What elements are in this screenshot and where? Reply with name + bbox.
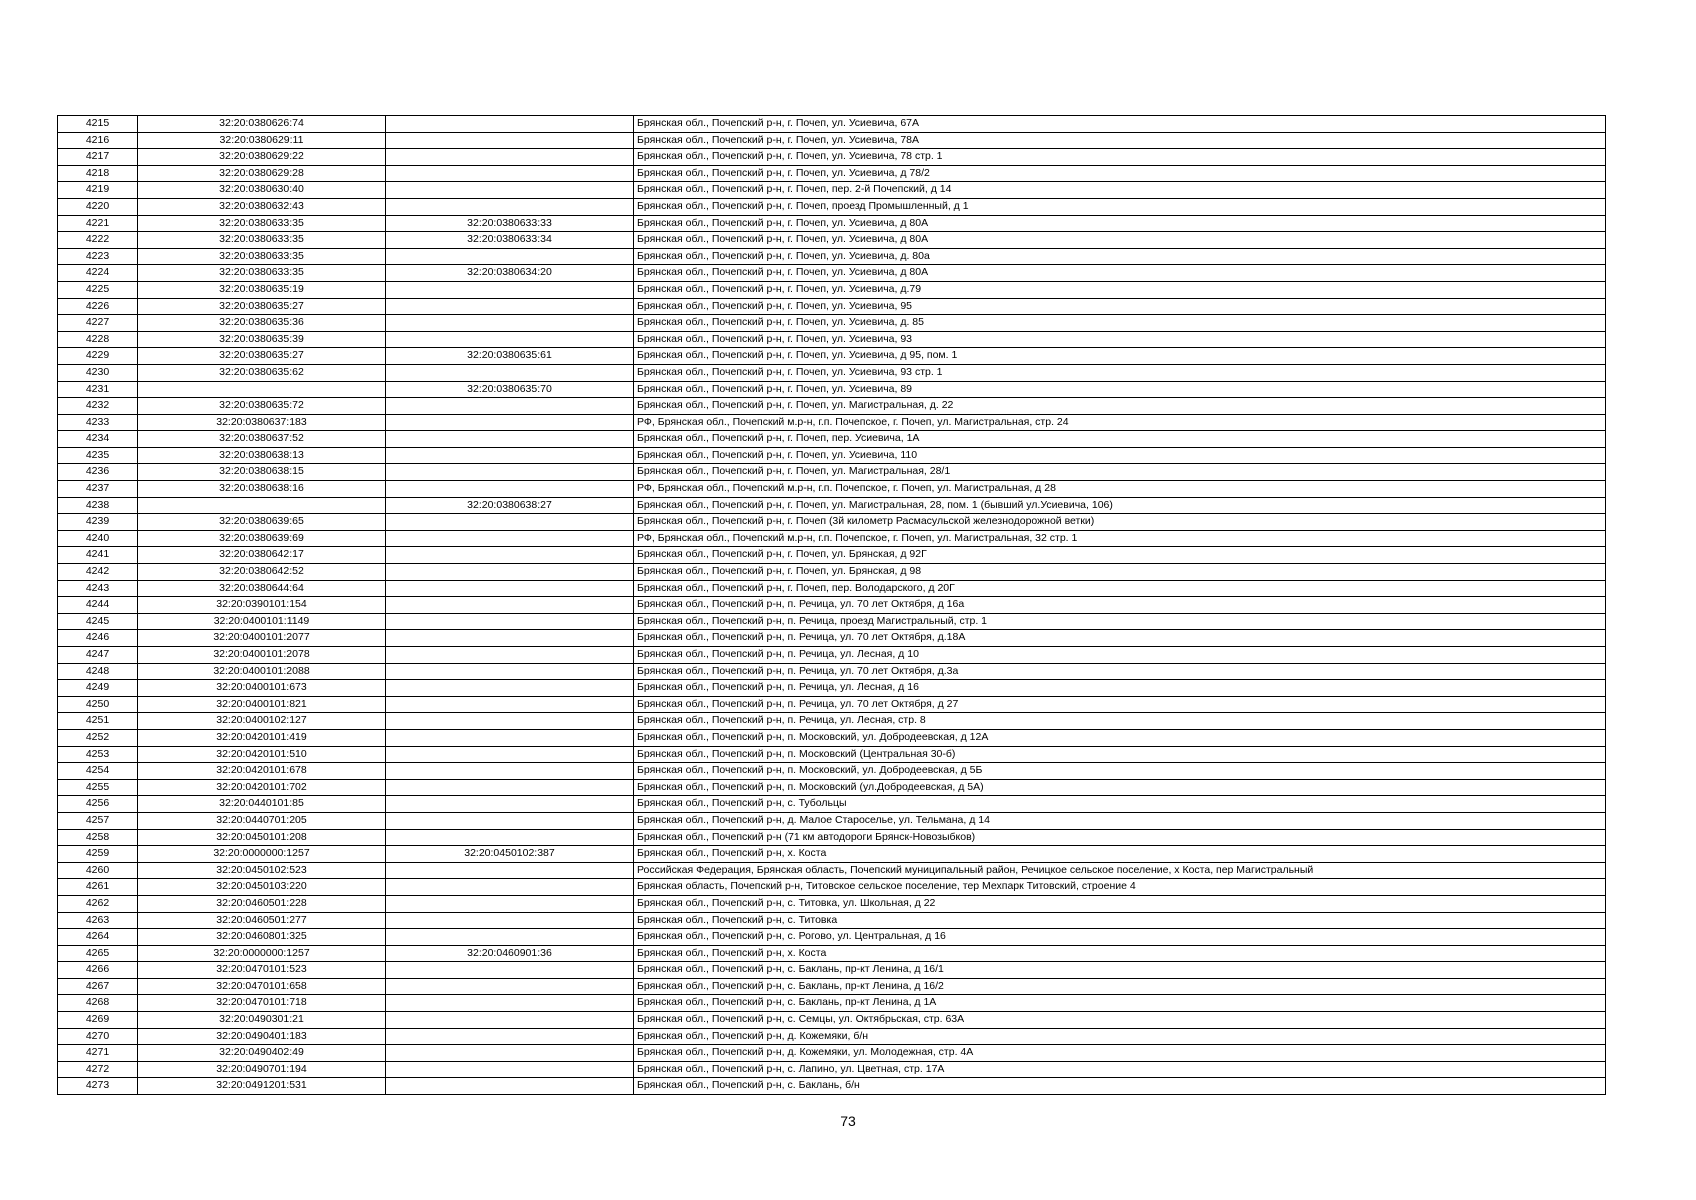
- row-number-cell: 4245: [58, 613, 138, 630]
- table-row: [58, 1061, 1606, 1078]
- cadastral-number-cell: 32:20:0420101:419: [138, 729, 386, 746]
- table-row: [58, 265, 1606, 282]
- address-cell: Российская Федерация, Брянская область, Почепский муниципальный район, Речицкое сельское поселение, х Коста, пер Магистральный: [634, 862, 1606, 879]
- related-cadastral-number-cell: [386, 912, 634, 929]
- cadastral-number-cell: 32:20:0380629:22: [138, 149, 386, 166]
- related-cadastral-number-cell: [386, 132, 634, 149]
- row-number-cell: 4232: [58, 398, 138, 415]
- cadastral-number-cell: 32:20:0400101:2088: [138, 663, 386, 680]
- address-cell: Брянская обл., Почепский р-н, п. Речица, ул. 70 лет Октября, д 27: [634, 696, 1606, 713]
- address-cell: Брянская обл., Почепский р-н, г. Почеп, проезд Промышленный, д 1: [634, 198, 1606, 215]
- related-cadastral-number-cell: [386, 182, 634, 199]
- row-number-cell: 4239: [58, 514, 138, 531]
- related-cadastral-number-cell: [386, 729, 634, 746]
- cadastral-number-cell: 32:20:0470101:523: [138, 962, 386, 979]
- related-cadastral-number-cell: [386, 1045, 634, 1062]
- cadastral-number-cell: 32:20:0380635:19: [138, 281, 386, 298]
- cadastral-number-cell: 32:20:0380629:28: [138, 165, 386, 182]
- related-cadastral-number-cell: [386, 464, 634, 481]
- row-number-cell: 4220: [58, 198, 138, 215]
- table-row: [58, 962, 1606, 979]
- row-number-cell: 4256: [58, 796, 138, 813]
- related-cadastral-number-cell: [386, 962, 634, 979]
- related-cadastral-number-cell: [386, 895, 634, 912]
- table-row: [58, 879, 1606, 896]
- related-cadastral-number-cell: [386, 564, 634, 581]
- related-cadastral-number-cell: [386, 829, 634, 846]
- related-cadastral-number-cell: 32:20:0380635:61: [386, 348, 634, 365]
- cadastral-number-cell: 32:20:0380638:13: [138, 447, 386, 464]
- row-number-cell: 4226: [58, 298, 138, 315]
- table-row: [58, 613, 1606, 630]
- address-cell: Брянская обл., Почепский р-н, г. Почеп, ул. Усиевича, 78А: [634, 132, 1606, 149]
- row-number-cell: 4240: [58, 530, 138, 547]
- table-row: [58, 564, 1606, 581]
- related-cadastral-number-cell: [386, 281, 634, 298]
- table-row: [58, 763, 1606, 780]
- address-cell: Брянская обл., Почепский р-н, п. Речица, ул. 70 лет Октября, д 16а: [634, 597, 1606, 614]
- table-row: [58, 647, 1606, 664]
- address-cell: Брянская обл., Почепский р-н, г. Почеп, пер. Усиевича, 1А: [634, 431, 1606, 448]
- row-number-cell: 4271: [58, 1045, 138, 1062]
- cadastral-number-cell: 32:20:0380635:39: [138, 331, 386, 348]
- table-row: [58, 580, 1606, 597]
- cadastral-number-cell: 32:20:0380632:43: [138, 198, 386, 215]
- table-row: [58, 630, 1606, 647]
- row-number-cell: 4268: [58, 995, 138, 1012]
- cadastral-number-cell: 32:20:0490402:49: [138, 1045, 386, 1062]
- row-number-cell: 4242: [58, 564, 138, 581]
- row-number-cell: 4270: [58, 1028, 138, 1045]
- related-cadastral-number-cell: [386, 796, 634, 813]
- table-row: [58, 1012, 1606, 1029]
- related-cadastral-number-cell: 32:20:0380638:27: [386, 497, 634, 514]
- address-cell: Брянская обл., Почепский р-н, г. Почеп, ул. Брянская, д 98: [634, 564, 1606, 581]
- row-number-cell: 4272: [58, 1061, 138, 1078]
- related-cadastral-number-cell: [386, 663, 634, 680]
- related-cadastral-number-cell: [386, 414, 634, 431]
- address-cell: Брянская обл., Почепский р-н, с. Семцы, ул. Октябрьская, стр. 63А: [634, 1012, 1606, 1029]
- related-cadastral-number-cell: [386, 149, 634, 166]
- row-number-cell: 4231: [58, 381, 138, 398]
- table-row: [58, 132, 1606, 149]
- row-number-cell: 4229: [58, 348, 138, 365]
- cadastral-number-cell: 32:20:0380639:69: [138, 530, 386, 547]
- related-cadastral-number-cell: [386, 763, 634, 780]
- cadastral-number-cell: [138, 381, 386, 398]
- address-cell: Брянская область, Почепский р-н, Титовское сельское поселение, тер Мехпарк Титовский, строение 4: [634, 879, 1606, 896]
- table-row: [58, 995, 1606, 1012]
- related-cadastral-number-cell: [386, 514, 634, 531]
- address-cell: Брянская обл., Почепский р-н, г. Почеп, ул. Усиевича, 110: [634, 447, 1606, 464]
- cadastral-number-cell: 32:20:0460501:277: [138, 912, 386, 929]
- cadastral-number-cell: 32:20:0380633:35: [138, 265, 386, 282]
- related-cadastral-number-cell: [386, 713, 634, 730]
- table-row: [58, 846, 1606, 863]
- cadastral-number-cell: 32:20:0380635:36: [138, 315, 386, 332]
- table-row: [58, 348, 1606, 365]
- row-number-cell: 4224: [58, 265, 138, 282]
- related-cadastral-number-cell: [386, 1012, 634, 1029]
- table-row: [58, 514, 1606, 531]
- related-cadastral-number-cell: [386, 298, 634, 315]
- row-number-cell: 4246: [58, 630, 138, 647]
- related-cadastral-number-cell: [386, 680, 634, 697]
- cadastral-number-cell: 32:20:0450101:208: [138, 829, 386, 846]
- cadastral-number-cell: 32:20:0380635:27: [138, 298, 386, 315]
- cadastral-number-cell: 32:20:0380637:183: [138, 414, 386, 431]
- address-cell: Брянская обл., Почепский р-н, г. Почеп, ул. Усиевича, д. 80а: [634, 248, 1606, 265]
- address-cell: Брянская обл., Почепский р-н, г. Почеп, ул. Магистральная, д. 22: [634, 398, 1606, 415]
- table-row: [58, 481, 1606, 498]
- address-cell: Брянская обл., Почепский р-н, г. Почеп, ул. Усиевича, 93 стр. 1: [634, 364, 1606, 381]
- cadastral-number-cell: 32:20:0400101:821: [138, 696, 386, 713]
- cadastral-number-cell: 32:20:0420101:510: [138, 746, 386, 763]
- row-number-cell: 4259: [58, 846, 138, 863]
- related-cadastral-number-cell: [386, 779, 634, 796]
- related-cadastral-number-cell: [386, 862, 634, 879]
- row-number-cell: 4273: [58, 1078, 138, 1095]
- cadastral-number-cell: 32:20:0400101:1149: [138, 613, 386, 630]
- table-row: [58, 680, 1606, 697]
- table-row: [58, 198, 1606, 215]
- related-cadastral-number-cell: [386, 696, 634, 713]
- page-number: 73: [840, 1113, 856, 1129]
- address-cell: Брянская обл., Почепский р-н, г. Почеп, ул. Усиевича, 89: [634, 381, 1606, 398]
- table-row: [58, 812, 1606, 829]
- cadastral-number-cell: 32:20:0450102:523: [138, 862, 386, 879]
- cadastral-number-cell: 32:20:0380638:15: [138, 464, 386, 481]
- address-cell: Брянская обл., Почепский р-н, с. Баклань, б/н: [634, 1078, 1606, 1095]
- table-row: [58, 895, 1606, 912]
- row-number-cell: 4249: [58, 680, 138, 697]
- table-row: [58, 431, 1606, 448]
- address-cell: Брянская обл., Почепский р-н, с. Титовка, ул. Школьная, д 22: [634, 895, 1606, 912]
- address-cell: Брянская обл., Почепский р-н, с. Баклань, пр-кт Ленина, д 16/1: [634, 962, 1606, 979]
- related-cadastral-number-cell: [386, 995, 634, 1012]
- row-number-cell: 4269: [58, 1012, 138, 1029]
- address-cell: Брянская обл., Почепский р-н, п. Речица, ул. 70 лет Октября, д.18А: [634, 630, 1606, 647]
- address-cell: Брянская обл., Почепский р-н, с. Лапино, ул. Цветная, стр. 17А: [634, 1061, 1606, 1078]
- address-cell: Брянская обл., Почепский р-н, г. Почеп, ул. Брянская, д 92Г: [634, 547, 1606, 564]
- row-number-cell: 4237: [58, 481, 138, 498]
- row-number-cell: 4215: [58, 116, 138, 133]
- related-cadastral-number-cell: [386, 929, 634, 946]
- row-number-cell: 4233: [58, 414, 138, 431]
- cadastral-number-cell: 32:20:0380635:27: [138, 348, 386, 365]
- related-cadastral-number-cell: 32:20:0450102:387: [386, 846, 634, 863]
- cadastral-number-cell: 32:20:0380633:35: [138, 248, 386, 265]
- table-row: [58, 1028, 1606, 1045]
- table-row: [58, 978, 1606, 995]
- related-cadastral-number-cell: 32:20:0380635:70: [386, 381, 634, 398]
- table-row: [58, 398, 1606, 415]
- table-row: [58, 796, 1606, 813]
- address-cell: РФ, Брянская обл., Почепский м.р-н, г.п. Почепское, г. Почеп, ул. Магистральная, стр. 24: [634, 414, 1606, 431]
- table-row: [58, 331, 1606, 348]
- row-number-cell: 4219: [58, 182, 138, 199]
- address-cell: Брянская обл., Почепский р-н, г. Почеп, ул. Усиевича, 78 стр. 1: [634, 149, 1606, 166]
- table-row: [58, 696, 1606, 713]
- row-number-cell: 4238: [58, 497, 138, 514]
- row-number-cell: 4222: [58, 232, 138, 249]
- related-cadastral-number-cell: 32:20:0380633:34: [386, 232, 634, 249]
- address-cell: Брянская обл., Почепский р-н, п. Речица, проезд Магистральный, стр. 1: [634, 613, 1606, 630]
- address-cell: Брянская обл., Почепский р-н, д. Кожемяки, ул. Молодежная, стр. 4А: [634, 1045, 1606, 1062]
- address-cell: РФ, Брянская обл., Почепский м.р-н, г.п. Почепское, г. Почеп, ул. Магистральная, д 28: [634, 481, 1606, 498]
- row-number-cell: 4257: [58, 812, 138, 829]
- cadastral-number-cell: 32:20:0380635:62: [138, 364, 386, 381]
- row-number-cell: 4225: [58, 281, 138, 298]
- address-cell: Брянская обл., Почепский р-н, г. Почеп, ул. Усиевича, д 78/2: [634, 165, 1606, 182]
- row-number-cell: 4243: [58, 580, 138, 597]
- row-number-cell: 4248: [58, 663, 138, 680]
- row-number-cell: 4230: [58, 364, 138, 381]
- table-row: [58, 248, 1606, 265]
- table-row: [58, 912, 1606, 929]
- table-row: [58, 281, 1606, 298]
- address-cell: Брянская обл., Почепский р-н, с. Баклань, пр-кт Ленина, д 16/2: [634, 978, 1606, 995]
- cadastral-number-cell: 32:20:0460801:325: [138, 929, 386, 946]
- address-cell: Брянская обл., Почепский р-н, г. Почеп, ул. Усиевича, 67А: [634, 116, 1606, 133]
- address-cell: Брянская обл., Почепский р-н, г. Почеп (3й километр Расмасульской железнодорожной ветки): [634, 514, 1606, 531]
- table-row: [58, 298, 1606, 315]
- row-number-cell: 4255: [58, 779, 138, 796]
- address-cell: Брянская обл., Почепский р-н, п. Московский (ул.Добродеевская, д 5А): [634, 779, 1606, 796]
- table-row: [58, 182, 1606, 199]
- cadastral-number-cell: 32:20:0380633:35: [138, 232, 386, 249]
- related-cadastral-number-cell: [386, 198, 634, 215]
- address-cell: Брянская обл., Почепский р-н, с. Рогово, ул. Центральная, д 16: [634, 929, 1606, 946]
- table-row: [58, 829, 1606, 846]
- related-cadastral-number-cell: [386, 547, 634, 564]
- cadastral-number-cell: 32:20:0380630:40: [138, 182, 386, 199]
- table-row: [58, 663, 1606, 680]
- address-cell: Брянская обл., Почепский р-н, с. Титовка: [634, 912, 1606, 929]
- registry-table-body: [58, 116, 1606, 1095]
- row-number-cell: 4223: [58, 248, 138, 265]
- cadastral-number-cell: 32:20:0490401:183: [138, 1028, 386, 1045]
- related-cadastral-number-cell: [386, 165, 634, 182]
- table-row: [58, 746, 1606, 763]
- row-number-cell: 4228: [58, 331, 138, 348]
- cadastral-number-cell: 32:20:0400102:127: [138, 713, 386, 730]
- address-cell: Брянская обл., Почепский р-н, г. Почеп, ул. Усиевича, д.79: [634, 281, 1606, 298]
- table-row: [58, 597, 1606, 614]
- address-cell: Брянская обл., Почепский р-н, п. Речица, ул. Лесная, д 16: [634, 680, 1606, 697]
- table-row: [58, 729, 1606, 746]
- row-number-cell: 4241: [58, 547, 138, 564]
- table-row: [58, 945, 1606, 962]
- cadastral-number-cell: 32:20:0000000:1257: [138, 945, 386, 962]
- table-row: [58, 1045, 1606, 1062]
- cadastral-number-cell: 32:20:0440101:85: [138, 796, 386, 813]
- table-row: [58, 464, 1606, 481]
- row-number-cell: 4251: [58, 713, 138, 730]
- cadastral-number-cell: 32:20:0380639:65: [138, 514, 386, 531]
- cadastral-number-cell: 32:20:0400101:673: [138, 680, 386, 697]
- cadastral-number-cell: 32:20:0470101:658: [138, 978, 386, 995]
- table-row: [58, 116, 1606, 133]
- row-number-cell: 4263: [58, 912, 138, 929]
- cadastral-number-cell: 32:20:0380644:64: [138, 580, 386, 597]
- related-cadastral-number-cell: 32:20:0380634:20: [386, 265, 634, 282]
- address-cell: Брянская обл., Почепский р-н, п. Московский, ул. Добродеевская, д 5Б: [634, 763, 1606, 780]
- cadastral-number-cell: 32:20:0450103:220: [138, 879, 386, 896]
- cadastral-number-cell: 32:20:0400101:2078: [138, 647, 386, 664]
- cadastral-number-cell: 32:20:0380635:72: [138, 398, 386, 415]
- table-row: [58, 713, 1606, 730]
- row-number-cell: 4236: [58, 464, 138, 481]
- address-cell: Брянская обл., Почепский р-н, г. Почеп, ул. Усиевича, д 80А: [634, 215, 1606, 232]
- row-number-cell: 4247: [58, 647, 138, 664]
- address-cell: Брянская обл., Почепский р-н, п. Речица, ул. 70 лет Октября, д.3а: [634, 663, 1606, 680]
- address-cell: Брянская обл., Почепский р-н, г. Почеп, ул. Магистральная, 28, пом. 1 (бывший ул.Усиевича, 106): [634, 497, 1606, 514]
- row-number-cell: 4260: [58, 862, 138, 879]
- address-cell: Брянская обл., Почепский р-н, г. Почеп, ул. Усиевича, д 80А: [634, 265, 1606, 282]
- row-number-cell: 4235: [58, 447, 138, 464]
- cadastral-number-cell: 32:20:0440701:205: [138, 812, 386, 829]
- cadastral-number-cell: 32:20:0380633:35: [138, 215, 386, 232]
- related-cadastral-number-cell: [386, 647, 634, 664]
- cadastral-number-cell: [138, 497, 386, 514]
- row-number-cell: 4261: [58, 879, 138, 896]
- address-cell: Брянская обл., Почепский р-н, г. Почеп, ул. Усиевича, д. 85: [634, 315, 1606, 332]
- related-cadastral-number-cell: [386, 630, 634, 647]
- table-row: [58, 779, 1606, 796]
- address-cell: РФ, Брянская обл., Почепский м.р-н, г.п. Почепское, г. Почеп, ул. Магистральная, 32 стр. 1: [634, 530, 1606, 547]
- table-row: [58, 315, 1606, 332]
- table-row: [58, 364, 1606, 381]
- related-cadastral-number-cell: [386, 1061, 634, 1078]
- related-cadastral-number-cell: 32:20:0460901:36: [386, 945, 634, 962]
- address-cell: Брянская обл., Почепский р-н, г. Почеп, пер. 2-й Почепский, д 14: [634, 182, 1606, 199]
- related-cadastral-number-cell: [386, 248, 634, 265]
- related-cadastral-number-cell: [386, 315, 634, 332]
- address-cell: Брянская обл., Почепский р-н (71 км автодороги Брянск-Новозыбков): [634, 829, 1606, 846]
- cadastral-number-cell: 32:20:0490701:194: [138, 1061, 386, 1078]
- row-number-cell: 4253: [58, 746, 138, 763]
- table-row: [58, 414, 1606, 431]
- row-number-cell: 4218: [58, 165, 138, 182]
- row-number-cell: 4216: [58, 132, 138, 149]
- table-row: [58, 929, 1606, 946]
- table-row: [58, 497, 1606, 514]
- row-number-cell: 4265: [58, 945, 138, 962]
- address-cell: Брянская обл., Почепский р-н, х. Коста: [634, 945, 1606, 962]
- related-cadastral-number-cell: [386, 447, 634, 464]
- row-number-cell: 4221: [58, 215, 138, 232]
- row-number-cell: 4267: [58, 978, 138, 995]
- related-cadastral-number-cell: [386, 364, 634, 381]
- related-cadastral-number-cell: [386, 580, 634, 597]
- cadastral-number-cell: 32:20:0470101:718: [138, 995, 386, 1012]
- table-row: [58, 547, 1606, 564]
- address-cell: Брянская обл., Почепский р-н, г. Почеп, ул. Усиевича, 93: [634, 331, 1606, 348]
- cadastral-number-cell: 32:20:0380642:52: [138, 564, 386, 581]
- row-number-cell: 4262: [58, 895, 138, 912]
- row-number-cell: 4250: [58, 696, 138, 713]
- row-number-cell: 4244: [58, 597, 138, 614]
- address-cell: Брянская обл., Почепский р-н, п. Речица, ул. Лесная, стр. 8: [634, 713, 1606, 730]
- cadastral-number-cell: 32:20:0491201:531: [138, 1078, 386, 1095]
- related-cadastral-number-cell: [386, 398, 634, 415]
- table-row: [58, 149, 1606, 166]
- registry-sheet: [57, 115, 1605, 1095]
- related-cadastral-number-cell: [386, 746, 634, 763]
- cadastral-number-cell: 32:20:0460501:228: [138, 895, 386, 912]
- address-cell: Брянская обл., Почепский р-н, г. Почеп, пер. Володарского, д 20Г: [634, 580, 1606, 597]
- table-row: [58, 165, 1606, 182]
- cadastral-number-cell: 32:20:0380626:74: [138, 116, 386, 133]
- address-cell: Брянская обл., Почепский р-н, г. Почеп, ул. Усиевича, д 95, пом. 1: [634, 348, 1606, 365]
- related-cadastral-number-cell: [386, 597, 634, 614]
- address-cell: Брянская обл., Почепский р-н, п. Речица, ул. Лесная, д 10: [634, 647, 1606, 664]
- table-row: [58, 381, 1606, 398]
- cadastral-number-cell: 32:20:0380642:17: [138, 547, 386, 564]
- row-number-cell: 4217: [58, 149, 138, 166]
- cadastral-number-cell: 32:20:0000000:1257: [138, 846, 386, 863]
- address-cell: Брянская обл., Почепский р-н, г. Почеп, ул. Магистральная, 28/1: [634, 464, 1606, 481]
- row-number-cell: 4252: [58, 729, 138, 746]
- address-cell: Брянская обл., Почепский р-н, д. Малое Староселье, ул. Тельмана, д 14: [634, 812, 1606, 829]
- row-number-cell: 4254: [58, 763, 138, 780]
- cadastral-number-cell: 32:20:0400101:2077: [138, 630, 386, 647]
- related-cadastral-number-cell: [386, 481, 634, 498]
- registry-table: [57, 115, 1606, 1095]
- row-number-cell: 4258: [58, 829, 138, 846]
- related-cadastral-number-cell: [386, 879, 634, 896]
- cadastral-number-cell: 32:20:0380638:16: [138, 481, 386, 498]
- row-number-cell: 4227: [58, 315, 138, 332]
- related-cadastral-number-cell: [386, 431, 634, 448]
- table-row: [58, 530, 1606, 547]
- row-number-cell: 4266: [58, 962, 138, 979]
- related-cadastral-number-cell: [386, 1028, 634, 1045]
- address-cell: Брянская обл., Почепский р-н, с. Тубольцы: [634, 796, 1606, 813]
- cadastral-number-cell: 32:20:0390101:154: [138, 597, 386, 614]
- address-cell: Брянская обл., Почепский р-н, г. Почеп, ул. Усиевича, д 80А: [634, 232, 1606, 249]
- cadastral-number-cell: 32:20:0380629:11: [138, 132, 386, 149]
- row-number-cell: 4264: [58, 929, 138, 946]
- related-cadastral-number-cell: [386, 978, 634, 995]
- address-cell: Брянская обл., Почепский р-н, д. Кожемяки, б/н: [634, 1028, 1606, 1045]
- table-row: [58, 232, 1606, 249]
- cadastral-number-cell: 32:20:0490301:21: [138, 1012, 386, 1029]
- related-cadastral-number-cell: [386, 331, 634, 348]
- table-row: [58, 215, 1606, 232]
- address-cell: Брянская обл., Почепский р-н, г. Почеп, ул. Усиевича, 95: [634, 298, 1606, 315]
- related-cadastral-number-cell: [386, 613, 634, 630]
- cadastral-number-cell: 32:20:0380637:52: [138, 431, 386, 448]
- table-row: [58, 447, 1606, 464]
- related-cadastral-number-cell: [386, 812, 634, 829]
- related-cadastral-number-cell: [386, 530, 634, 547]
- related-cadastral-number-cell: [386, 1078, 634, 1095]
- address-cell: Брянская обл., Почепский р-н, п. Московский (Центральная 30-б): [634, 746, 1606, 763]
- address-cell: Брянская обл., Почепский р-н, п. Московский, ул. Добродеевская, д 12А: [634, 729, 1606, 746]
- related-cadastral-number-cell: 32:20:0380633:33: [386, 215, 634, 232]
- related-cadastral-number-cell: [386, 116, 634, 133]
- row-number-cell: 4234: [58, 431, 138, 448]
- table-row: [58, 1078, 1606, 1095]
- cadastral-number-cell: 32:20:0420101:678: [138, 763, 386, 780]
- address-cell: Брянская обл., Почепский р-н, с. Баклань, пр-кт Ленина, д 1А: [634, 995, 1606, 1012]
- address-cell: Брянская обл., Почепский р-н, х. Коста: [634, 846, 1606, 863]
- cadastral-number-cell: 32:20:0420101:702: [138, 779, 386, 796]
- table-row: [58, 862, 1606, 879]
